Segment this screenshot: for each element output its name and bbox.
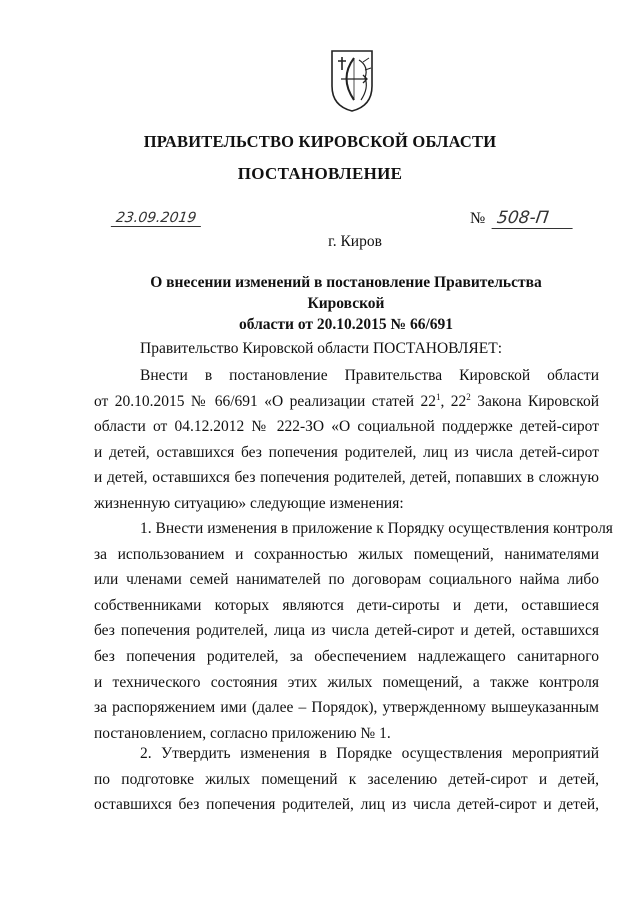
number-value: 508-П: [492, 208, 576, 229]
paragraph-3: [94, 741, 599, 818]
subject-line: О внесении изменений в постановление Правительства Кировской: [150, 274, 542, 312]
text-line: постановлением, согласно приложению № 1.: [94, 724, 391, 742]
text-line: без попечения родителей, за обеспечением надлежащего санитарного: [94, 647, 599, 665]
text-line: за использованием и сохранностью жилых помещений, нанимателями: [94, 545, 599, 563]
text-line: и детей, оставшихся без попечения родителей, лиц из числа детей-сирот: [94, 443, 599, 461]
text-line: и технического состояния этих жилых помещений, а также контроля: [94, 673, 599, 691]
document-number: [470, 208, 575, 229]
text-line: от 20.10.2015 № 66/691 «О реализации статей $22^1$, $22^2$ Закона Кировской: [94, 391, 600, 410]
government-title: ПРАВИТЕЛЬСТВО КИРОВСКОЙ ОБЛАСТИ: [143, 132, 497, 151]
text-line: 2. Утвердить изменения в Порядке осуществления мероприятий: [140, 745, 599, 762]
text-line: жизненную ситуацию» следующие изменения:: [94, 494, 404, 512]
paragraph-2: [94, 516, 613, 746]
text-line: 1. Внести изменения в приложение к Порядку осуществления контроля: [140, 520, 613, 537]
text-line: за распоряжением ими (далее – Порядок), утвержденному вышеуказанным: [94, 699, 599, 717]
text-line: области от 04.12.2012 № 222-ЗО «О социальной поддержке детей-сирот: [94, 418, 599, 436]
number-sign: №: [470, 210, 486, 227]
text-line: собственниками которых являются дети-сироты и дети, оставшиеся: [94, 596, 599, 614]
document-date: 23.09.2019: [111, 210, 204, 227]
text-line: Внести в постановление Правительства Кировской области: [140, 367, 599, 384]
text-line: без попечения родителей, лица из числа детей-сирот и детей, оставшихся: [94, 622, 599, 640]
text-line: и детей, оставшихся без попечения родителей, детей, попавших в сложную: [94, 469, 599, 487]
decree-intro: Правительство Кировской области ПОСТАНОВЛЯЕТ:: [140, 340, 503, 357]
text-line: по подготовке жилых помещений к заселению детей-сирот и детей,: [94, 770, 599, 788]
kirov-coat-of-arms-icon: [329, 48, 375, 114]
subject-line: области от 20.10.2015 № 66/691: [238, 316, 454, 333]
text-line: или членами семей нанимателей по договорам социального найма либо: [94, 571, 599, 589]
document-type: ПОСТАНОВЛЕНИЕ: [237, 164, 403, 183]
city-line: г. Киров: [328, 233, 382, 250]
paragraph-1: [94, 363, 599, 517]
document-subject: [112, 272, 580, 335]
text-line: оставшихся без попечения родителей, лиц из числа детей-сирот и детей,: [94, 796, 599, 814]
